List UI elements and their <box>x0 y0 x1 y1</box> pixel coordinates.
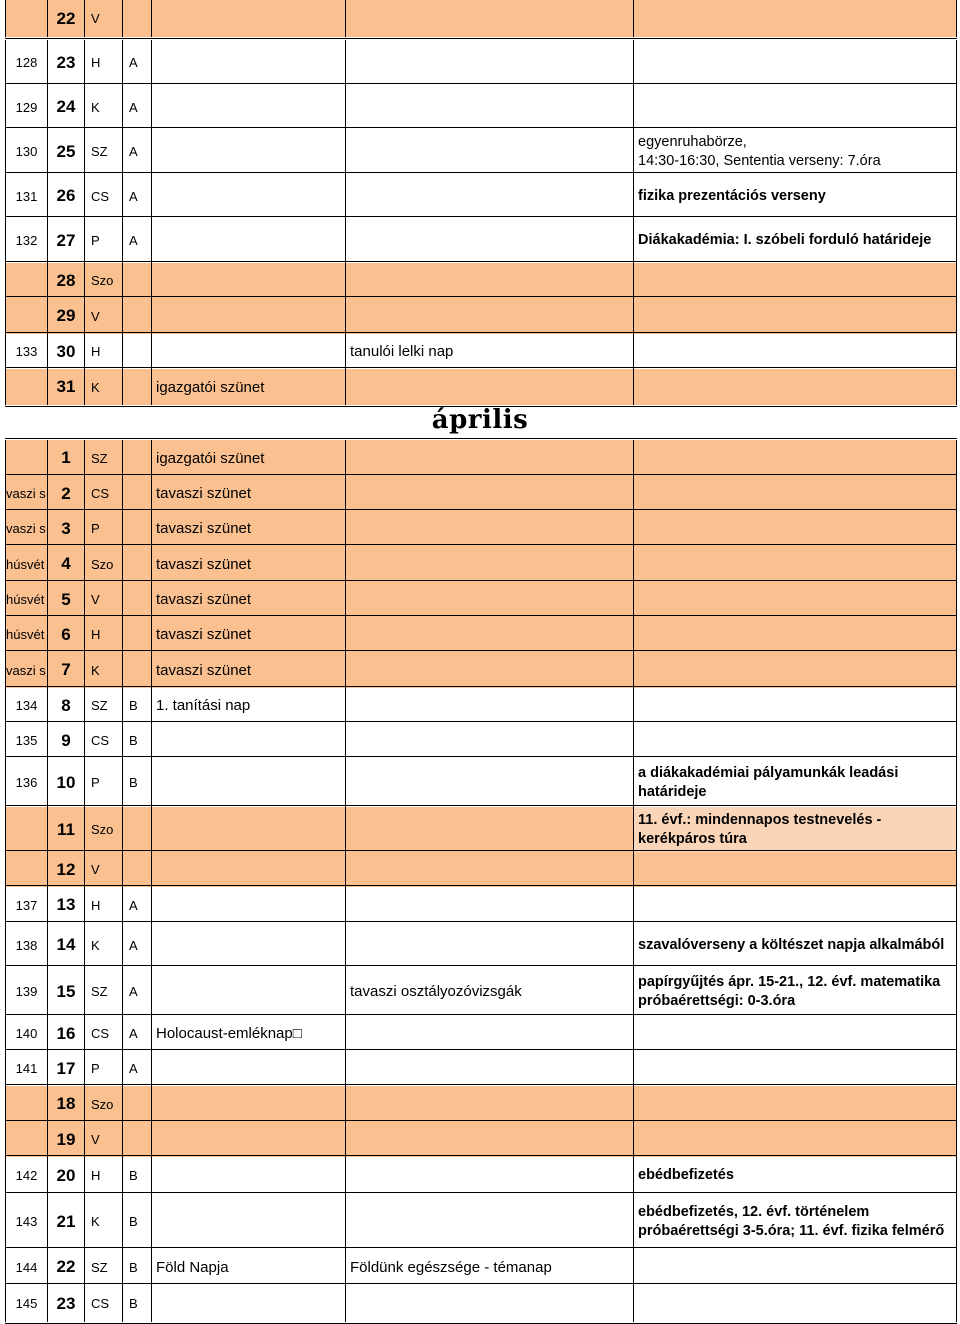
row-divider <box>5 474 957 475</box>
day-number: 1 <box>47 440 84 476</box>
weekday: K <box>84 85 122 129</box>
event-school: igazgatói szünet <box>151 440 345 476</box>
week-type: A <box>122 218 151 263</box>
event-wide <box>345 369 633 405</box>
week-type: A <box>122 887 151 923</box>
event-notes <box>633 1285 957 1322</box>
lesson-number: 136 <box>5 758 47 807</box>
week-type: A <box>122 923 151 967</box>
day-number: 15 <box>47 967 84 1016</box>
week-type: A <box>122 967 151 1016</box>
row-divider <box>5 332 957 333</box>
calendar-row <box>5 263 957 298</box>
weekday: V <box>84 852 122 887</box>
event-wide <box>345 852 633 887</box>
day-number: 27 <box>47 218 84 263</box>
day-number: 25 <box>47 129 84 174</box>
day-number: 14 <box>47 923 84 967</box>
event-wide <box>345 476 633 511</box>
week-type <box>122 0 151 37</box>
event-school: tavaszi szünet <box>151 546 345 582</box>
event-school <box>151 1157 345 1194</box>
row-divider <box>5 261 957 262</box>
lesson-number: 134 <box>5 688 47 723</box>
lesson-number <box>5 852 47 887</box>
event-notes <box>633 440 957 476</box>
weekday: H <box>84 1157 122 1194</box>
lesson-number <box>5 807 47 852</box>
week-type: A <box>122 1016 151 1051</box>
day-number: 20 <box>47 1157 84 1194</box>
row-divider <box>5 438 957 439</box>
week-type <box>122 1086 151 1122</box>
calendar-row <box>5 617 957 652</box>
weekday: K <box>84 369 122 405</box>
calendar-row <box>5 652 957 688</box>
event-notes: szavalóverseny a költészet napja alkalmából <box>633 923 957 967</box>
event-school <box>151 1285 345 1322</box>
lesson-number: 143 <box>5 1194 47 1249</box>
day-number: 7 <box>47 652 84 688</box>
event-wide <box>345 298 633 334</box>
day-number: 26 <box>47 174 84 218</box>
day-number: 21 <box>47 1194 84 1249</box>
row-divider <box>5 1192 957 1193</box>
day-number: 8 <box>47 688 84 723</box>
event-school: 1. tanítási nap <box>151 688 345 723</box>
event-wide: Földünk egészsége - témanap <box>345 1249 633 1285</box>
event-school <box>151 263 345 298</box>
weekday: SZ <box>84 1249 122 1285</box>
calendar-row <box>5 582 957 617</box>
row-divider <box>5 1120 957 1121</box>
row-divider <box>5 544 957 545</box>
event-school: tavaszi szünet <box>151 476 345 511</box>
event-wide <box>345 723 633 758</box>
row-divider <box>5 885 957 886</box>
event-school: tavaszi szünet <box>151 652 345 688</box>
day-number: 29 <box>47 298 84 334</box>
week-type <box>122 298 151 334</box>
row-divider <box>5 216 957 217</box>
event-notes: a diákakadémiai pályamunkák leadási határideje <box>633 758 957 807</box>
calendar-row <box>5 887 957 923</box>
event-school <box>151 40 345 85</box>
event-notes <box>633 617 957 652</box>
day-number: 11 <box>47 807 84 852</box>
day-number: 19 <box>47 1122 84 1157</box>
event-notes <box>633 1122 957 1157</box>
weekday: V <box>84 298 122 334</box>
event-notes: egyenruhabörze, 14:30-16:30, Sententia verseny: 7.óra <box>633 129 957 174</box>
row-divider <box>5 721 957 722</box>
event-school: Holocaust-emléknap□ <box>151 1016 345 1051</box>
event-school <box>151 85 345 129</box>
week-type: A <box>122 40 151 85</box>
weekday: Szo <box>84 1086 122 1122</box>
lesson-number: 140 <box>5 1016 47 1051</box>
event-notes <box>633 723 957 758</box>
lesson-number: húsvét <box>5 546 47 582</box>
week-type: A <box>122 129 151 174</box>
day-number: 23 <box>47 1285 84 1322</box>
calendar-row <box>5 440 957 476</box>
calendar-row <box>5 369 957 405</box>
lesson-number: 128 <box>5 40 47 85</box>
lesson-number: vaszi s <box>5 476 47 511</box>
weekday: CS <box>84 723 122 758</box>
event-notes: 11. évf.: mindennapos testnevelés - kerékpáros túra <box>633 807 957 852</box>
event-wide <box>345 1157 633 1194</box>
weekday: SZ <box>84 129 122 174</box>
weekday: CS <box>84 1016 122 1051</box>
event-school <box>151 807 345 852</box>
calendar-row <box>5 334 957 369</box>
lesson-number <box>5 263 47 298</box>
calendar-row <box>5 298 957 334</box>
row-divider <box>5 1014 957 1015</box>
weekday: SZ <box>84 967 122 1016</box>
calendar-row <box>5 1157 957 1194</box>
event-notes <box>633 652 957 688</box>
row-divider <box>5 1049 957 1050</box>
week-type <box>122 807 151 852</box>
event-wide <box>345 546 633 582</box>
lesson-number <box>5 0 47 37</box>
event-wide <box>345 652 633 688</box>
event-wide: tanulói lelki nap <box>345 334 633 369</box>
lesson-number: húsvét <box>5 582 47 617</box>
event-notes <box>633 40 957 85</box>
lesson-number <box>5 298 47 334</box>
day-number: 2 <box>47 476 84 511</box>
row-divider <box>5 38 957 39</box>
event-wide <box>345 85 633 129</box>
event-notes <box>633 511 957 546</box>
row-divider <box>5 686 957 687</box>
weekday: P <box>84 511 122 546</box>
day-number: 9 <box>47 723 84 758</box>
calendar-row <box>5 218 957 263</box>
week-type: B <box>122 1157 151 1194</box>
calendar-row <box>5 476 957 511</box>
event-wide <box>345 1194 633 1249</box>
event-wide <box>345 40 633 85</box>
event-wide <box>345 923 633 967</box>
event-notes <box>633 1051 957 1086</box>
event-school <box>151 723 345 758</box>
event-school: tavaszi szünet <box>151 582 345 617</box>
event-school: tavaszi szünet <box>151 511 345 546</box>
weekday: CS <box>84 476 122 511</box>
weekday: K <box>84 923 122 967</box>
event-school <box>151 334 345 369</box>
calendar-row <box>5 723 957 758</box>
event-school: Föld Napja <box>151 1249 345 1285</box>
day-number: 5 <box>47 582 84 617</box>
lesson-number <box>5 1122 47 1157</box>
week-type <box>122 617 151 652</box>
weekday: Szo <box>84 546 122 582</box>
event-wide <box>345 1086 633 1122</box>
week-type: B <box>122 688 151 723</box>
event-school <box>151 174 345 218</box>
calendar-row <box>5 1122 957 1157</box>
week-type <box>122 440 151 476</box>
week-type: B <box>122 758 151 807</box>
event-wide <box>345 1016 633 1051</box>
row-divider <box>5 965 957 966</box>
event-notes <box>633 688 957 723</box>
day-number: 13 <box>47 887 84 923</box>
row-divider <box>5 580 957 581</box>
weekday: K <box>84 652 122 688</box>
event-wide <box>345 1122 633 1157</box>
event-school <box>151 298 345 334</box>
week-type: A <box>122 1051 151 1086</box>
calendar-row <box>5 85 957 129</box>
week-type <box>122 263 151 298</box>
day-number: 22 <box>47 0 84 37</box>
row-divider <box>5 172 957 173</box>
event-school <box>151 1194 345 1249</box>
day-number: 28 <box>47 263 84 298</box>
lesson-number: 135 <box>5 723 47 758</box>
day-number: 17 <box>47 1051 84 1086</box>
event-school <box>151 0 345 37</box>
event-school <box>151 1122 345 1157</box>
event-school <box>151 1086 345 1122</box>
weekday: P <box>84 758 122 807</box>
lesson-number <box>5 1086 47 1122</box>
weekday: H <box>84 887 122 923</box>
calendar-row <box>5 0 957 37</box>
week-type: A <box>122 174 151 218</box>
event-wide <box>345 0 633 37</box>
week-type: A <box>122 85 151 129</box>
week-type <box>122 334 151 369</box>
week-type <box>122 511 151 546</box>
weekday: V <box>84 0 122 37</box>
weekday: CS <box>84 174 122 218</box>
day-number: 22 <box>47 1249 84 1285</box>
lesson-number: 141 <box>5 1051 47 1086</box>
event-school <box>151 758 345 807</box>
lesson-number: 131 <box>5 174 47 218</box>
row-divider <box>5 756 957 757</box>
week-type <box>122 369 151 405</box>
row-divider <box>5 509 957 510</box>
lesson-number: húsvét <box>5 617 47 652</box>
event-wide <box>345 440 633 476</box>
weekday: SZ <box>84 688 122 723</box>
day-number: 30 <box>47 334 84 369</box>
calendar-row <box>5 1016 957 1051</box>
event-wide <box>345 807 633 852</box>
event-wide <box>345 174 633 218</box>
weekday: SZ <box>84 440 122 476</box>
month-title: április <box>431 405 529 435</box>
calendar-row <box>5 967 957 1016</box>
event-wide <box>345 511 633 546</box>
row-divider <box>5 1084 957 1085</box>
weekday: K <box>84 1194 122 1249</box>
event-school <box>151 1051 345 1086</box>
row-divider <box>5 83 957 84</box>
calendar-row <box>5 1249 957 1285</box>
event-notes <box>633 85 957 129</box>
event-notes <box>633 582 957 617</box>
event-notes <box>633 887 957 923</box>
lesson-number: 132 <box>5 218 47 263</box>
lesson-number: 144 <box>5 1249 47 1285</box>
calendar-row <box>5 1086 957 1122</box>
event-school <box>151 218 345 263</box>
day-number: 12 <box>47 852 84 887</box>
week-type <box>122 852 151 887</box>
event-wide <box>345 688 633 723</box>
event-notes <box>633 298 957 334</box>
lesson-number: 137 <box>5 887 47 923</box>
calendar-row <box>5 807 957 852</box>
lesson-number <box>5 369 47 405</box>
week-type <box>122 582 151 617</box>
week-type <box>122 476 151 511</box>
calendar-row <box>5 1194 957 1249</box>
calendar-row <box>5 511 957 546</box>
row-divider <box>5 127 957 128</box>
row-divider <box>5 296 957 297</box>
lesson-number <box>5 440 47 476</box>
event-school <box>151 129 345 174</box>
event-notes <box>633 1016 957 1051</box>
week-type <box>122 652 151 688</box>
event-wide: tavaszi osztályozóvizsgák <box>345 967 633 1016</box>
event-notes <box>633 369 957 405</box>
event-wide <box>345 129 633 174</box>
event-wide <box>345 1285 633 1322</box>
week-type: B <box>122 723 151 758</box>
event-notes: fizika prezentációs verseny <box>633 174 957 218</box>
row-divider <box>5 1283 957 1284</box>
calendar-row <box>5 852 957 887</box>
event-notes: Diákakadémia: I. szóbeli forduló határideje <box>633 218 957 263</box>
event-notes <box>633 852 957 887</box>
event-notes: ebédbefizetés, 12. évf. történelem próbaérettségi 3-5.óra; 11. évf. fizika felmérő <box>633 1194 957 1249</box>
row-divider <box>5 805 957 806</box>
day-number: 24 <box>47 85 84 129</box>
day-number: 23 <box>47 40 84 85</box>
week-type <box>122 546 151 582</box>
row-divider <box>5 650 957 651</box>
lesson-number: 138 <box>5 923 47 967</box>
lesson-number: vaszi s <box>5 511 47 546</box>
weekday: CS <box>84 1285 122 1322</box>
event-school <box>151 887 345 923</box>
day-number: 3 <box>47 511 84 546</box>
weekday: H <box>84 617 122 652</box>
event-wide <box>345 263 633 298</box>
calendar-row <box>5 688 957 723</box>
event-notes <box>633 476 957 511</box>
lesson-number: 142 <box>5 1157 47 1194</box>
row-divider <box>5 367 957 368</box>
event-notes <box>633 263 957 298</box>
day-number: 18 <box>47 1086 84 1122</box>
event-school <box>151 967 345 1016</box>
lesson-number: 133 <box>5 334 47 369</box>
calendar-row <box>5 129 957 174</box>
week-type: B <box>122 1249 151 1285</box>
row-divider <box>5 615 957 616</box>
calendar-row <box>5 546 957 582</box>
lesson-number: 130 <box>5 129 47 174</box>
event-school <box>151 923 345 967</box>
weekday: Szo <box>84 807 122 852</box>
event-wide <box>345 582 633 617</box>
calendar-row <box>5 40 957 85</box>
event-notes <box>633 0 957 37</box>
weekday: V <box>84 582 122 617</box>
calendar-row <box>5 1051 957 1086</box>
week-type <box>122 1122 151 1157</box>
event-notes <box>633 1086 957 1122</box>
event-notes <box>633 334 957 369</box>
lesson-number: 145 <box>5 1285 47 1322</box>
calendar-row <box>5 923 957 967</box>
event-wide <box>345 1051 633 1086</box>
row-divider <box>5 1247 957 1248</box>
day-number: 10 <box>47 758 84 807</box>
weekday: H <box>84 40 122 85</box>
event-wide <box>345 617 633 652</box>
event-wide <box>345 218 633 263</box>
event-school: igazgatói szünet <box>151 369 345 405</box>
weekday: P <box>84 218 122 263</box>
day-number: 16 <box>47 1016 84 1051</box>
event-wide <box>345 887 633 923</box>
event-school <box>151 852 345 887</box>
event-wide <box>345 758 633 807</box>
row-divider <box>5 1155 957 1156</box>
lesson-number: vaszi s <box>5 652 47 688</box>
event-notes: ebédbefizetés <box>633 1157 957 1194</box>
day-number: 6 <box>47 617 84 652</box>
week-type: B <box>122 1285 151 1322</box>
lesson-number: 129 <box>5 85 47 129</box>
weekday: Szo <box>84 263 122 298</box>
event-notes <box>633 546 957 582</box>
event-notes: papírgyűjtés ápr. 15-21., 12. évf. matematika próbaérettségi: 0-3.óra <box>633 967 957 1016</box>
day-number: 31 <box>47 369 84 405</box>
calendar-row <box>5 1285 957 1322</box>
weekday: H <box>84 334 122 369</box>
row-divider <box>5 850 957 851</box>
lesson-number: 139 <box>5 967 47 1016</box>
row-divider <box>5 921 957 922</box>
weekday: V <box>84 1122 122 1157</box>
event-notes <box>633 1249 957 1285</box>
calendar-row <box>5 758 957 807</box>
week-type: B <box>122 1194 151 1249</box>
event-school: tavaszi szünet <box>151 617 345 652</box>
day-number: 4 <box>47 546 84 582</box>
calendar-row <box>5 174 957 218</box>
weekday: P <box>84 1051 122 1086</box>
